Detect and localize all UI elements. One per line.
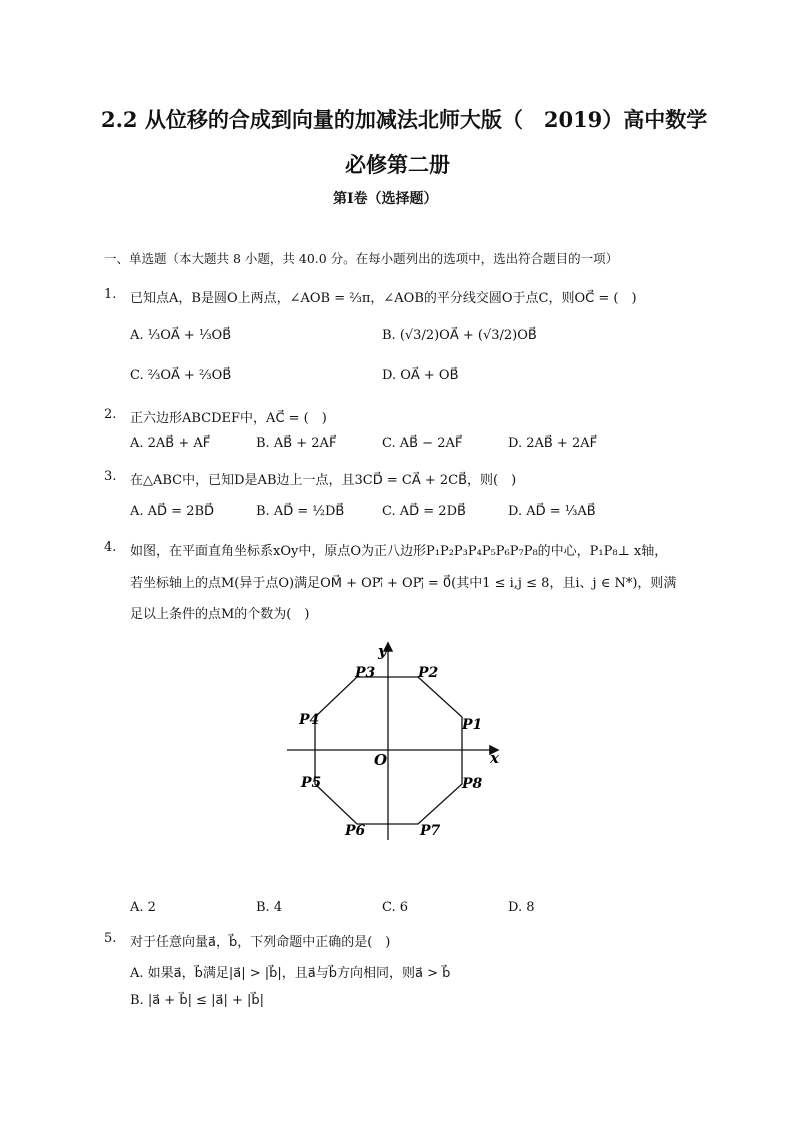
question-1-option-a[interactable]: A. ⅓OA⃗ + ⅓OB⃗ <box>130 328 232 343</box>
question-2-option-a[interactable]: A. 2AB⃗ + AF⃗ <box>130 436 211 451</box>
question-5-text: 对于任意向量a⃗，b⃗，下列命题中正确的是( ) <box>130 935 391 950</box>
question-4-number: 4. <box>104 540 117 555</box>
question-3-option-b[interactable]: B. AD⃗ = ½DB⃗ <box>256 504 345 519</box>
question-4-text-line3: 足以上条件的点M的个数为( ) <box>130 607 310 622</box>
origin-label: O <box>374 751 388 769</box>
question-3-option-a[interactable]: A. AD⃗ = 2BD⃗ <box>130 504 215 519</box>
question-4-option-d[interactable]: D. 8 <box>508 900 535 915</box>
question-3-option-d[interactable]: D. AD⃗ = ⅓AB⃗ <box>508 504 596 519</box>
question-1-number: 1. <box>104 287 117 302</box>
page-title-line1: 2.2 从位移的合成到向量的加减法北师大版（ 2019）高中数学 <box>101 107 708 132</box>
vertex-label-p8: P8 <box>462 776 483 792</box>
question-4-text-line1: 如图，在平面直角坐标系xOy中，原点O为正八边形P₁P₂P₃P₄P₅P₆P₇P₈的中心，P₁P₈⊥ x轴， <box>130 544 668 559</box>
octagon-figure <box>285 640 505 850</box>
question-3-option-c[interactable]: C. AD⃗ = 2DB⃗ <box>382 504 466 519</box>
question-1-option-c[interactable]: C. ⅔OA⃗ + ⅔OB⃗ <box>130 368 232 383</box>
question-1-text: 已知点A，B是圆O上两点，∠AOB = ⅔π，∠AOB的平分线交圆O于点C，则OC⃗ = ( ) <box>130 291 637 306</box>
vertex-label-p1: P1 <box>462 717 483 733</box>
question-2-number: 2. <box>104 407 117 422</box>
question-4-option-a[interactable]: A. 2 <box>130 900 156 915</box>
section-heading: 一、单选题（本大题共 8 小题，共 40.0 分。在每小题列出的选项中，选出符合题目的一项） <box>104 251 619 266</box>
axis-label-x: x <box>490 749 499 767</box>
question-3-text: 在△ABC中，已知D是AB边上一点，且3CD⃗ = CA⃗ + 2CB⃗，则( ) <box>130 473 517 488</box>
vertex-label-p2: P2 <box>418 665 439 681</box>
vertex-label-p6: P6 <box>345 823 366 839</box>
question-4-option-b[interactable]: B. 4 <box>256 900 283 915</box>
question-5-option-b[interactable]: B. |a⃗ + b⃗| ≤ |a⃗| + |b⃗| <box>130 993 265 1008</box>
question-2-option-c[interactable]: C. AB⃗ − 2AF⃗ <box>382 436 463 451</box>
question-4-text-line2: 若坐标轴上的点M(异于点O)满足OM⃗ + OPᵢ⃗ + OPⱼ⃗ = 0⃗(其中1 ≤ i,j ≤ 8，且i、j ∈ N*)，则满 <box>130 576 677 591</box>
axis-label-y: y <box>378 642 387 660</box>
vertex-label-p3: P3 <box>355 665 376 681</box>
vertex-label-p5: P5 <box>301 775 322 791</box>
question-3-number: 3. <box>104 469 117 484</box>
vertex-label-p4: P4 <box>299 712 320 728</box>
question-1-option-d[interactable]: D. OA⃗ + OB⃗ <box>382 368 459 383</box>
vertex-label-p7: P7 <box>420 823 441 839</box>
question-2-option-b[interactable]: B. AB⃗ + 2AF⃗ <box>256 436 337 451</box>
volume-heading: 第Ⅰ卷（选择题） <box>333 191 438 207</box>
question-5-option-a[interactable]: A. 如果a⃗，b⃗满足|a⃗| > |b⃗|，且a⃗与b⃗方向相同，则a⃗ > b⃗ <box>130 966 451 981</box>
question-1-option-b[interactable]: B. (√3/2)OA⃗ + (√3/2)OB⃗ <box>382 328 537 343</box>
page-title-line2: 必修第二册 <box>345 152 450 177</box>
question-5-number: 5. <box>104 931 117 946</box>
question-2-option-d[interactable]: D. 2AB⃗ + 2AF⃗ <box>508 436 598 451</box>
question-4-option-c[interactable]: C. 6 <box>382 900 409 915</box>
question-2-text: 正六边形ABCDEF中，AC⃗ = ( ) <box>130 411 327 426</box>
